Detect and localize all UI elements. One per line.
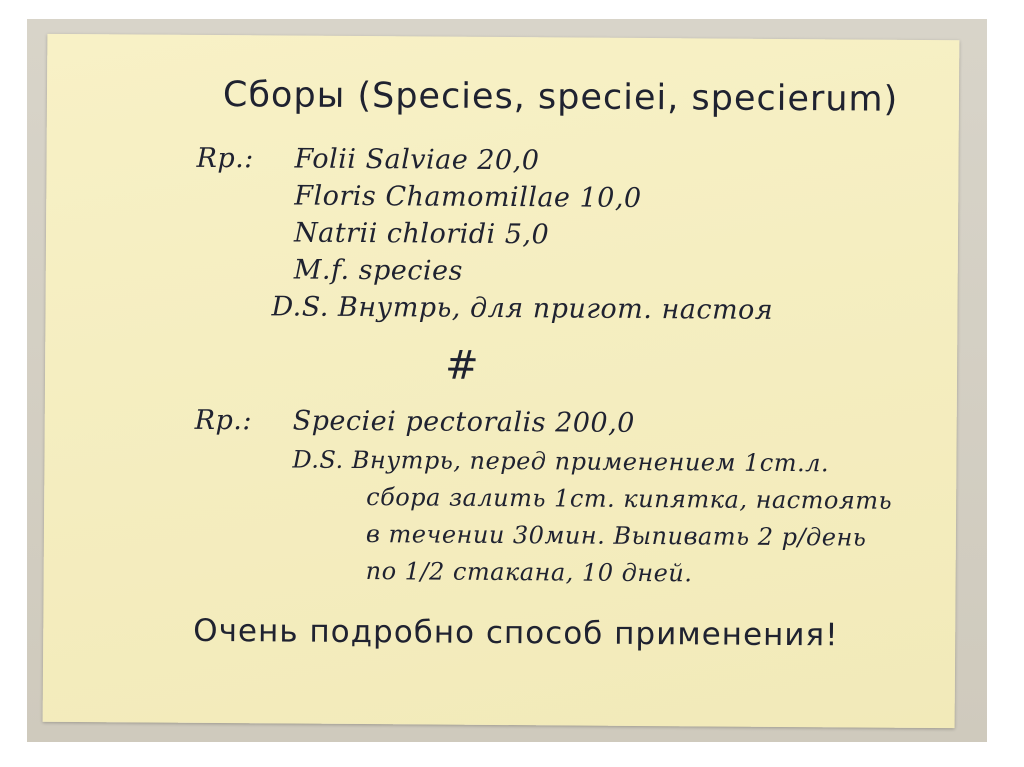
separator-hash: # — [444, 342, 480, 389]
photo — [27, 19, 987, 742]
recipe1-line-4: M.f. species — [293, 254, 464, 287]
paper-card — [43, 34, 960, 728]
recipe1-line-2: Floris Chamomillae 10,0 — [294, 180, 642, 214]
recipe1-line-1: Folii Salviae 20,0 — [294, 143, 540, 177]
recipe2-line-1: Speciei pectoralis 200,0 — [292, 405, 636, 439]
recipe2-line-3: сбора залить 1ст. кипятка, настоять — [366, 483, 893, 515]
recipe1-line-5: D.S. Внутрь, для пригот. настоя — [271, 291, 774, 326]
recipe1-rp-label: Rp.: — [196, 142, 254, 175]
page-title: Сборы (Species, speciei, specierum) — [222, 75, 899, 120]
recipe2-line-5: по 1/2 стакана, 10 дней. — [365, 557, 693, 588]
recipe2-line-4: в течении 30мин. Выпивать 2 р/день — [365, 520, 867, 552]
recipe1-line-3: Natrii chloridi 5,0 — [293, 217, 550, 251]
recipe2-line-2: D.S. Внутрь, перед применением 1ст.л. — [292, 445, 830, 478]
bleed-through-area — [735, 189, 936, 370]
recipe2-rp-label: Rp.: — [194, 404, 253, 437]
usage-note: Очень подробно способ применения! — [193, 612, 839, 654]
